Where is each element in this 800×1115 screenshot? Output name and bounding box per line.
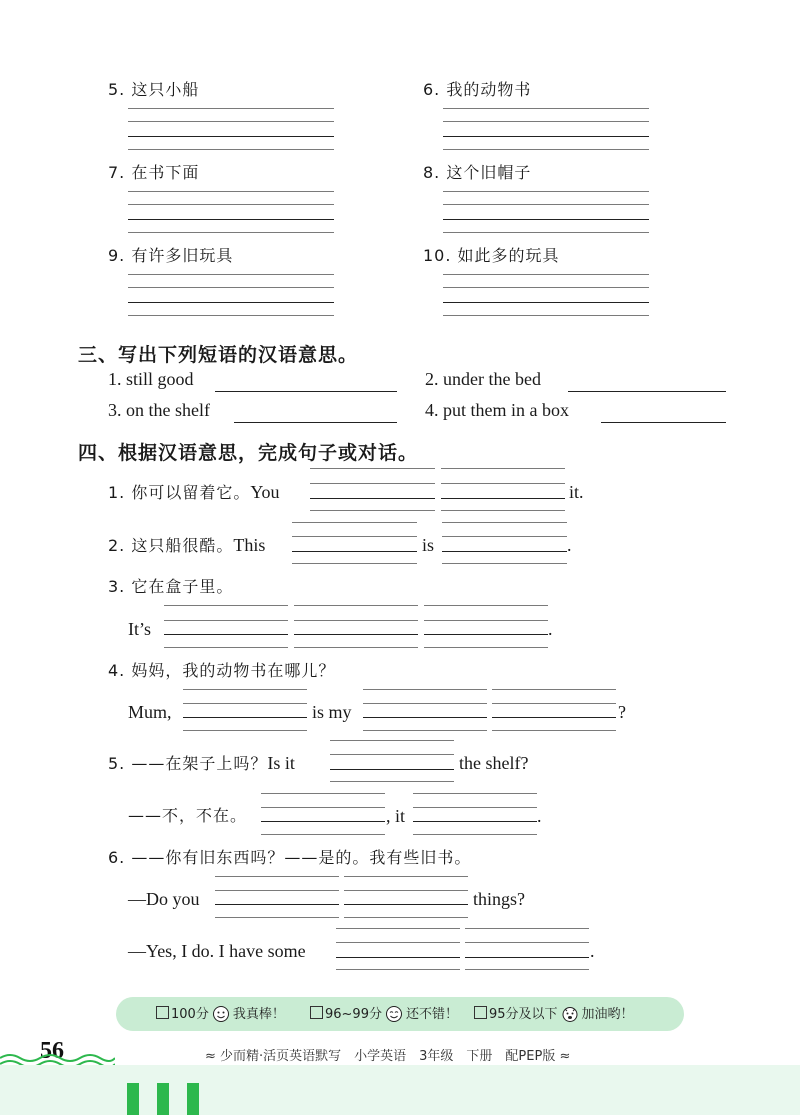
q1-blank-2[interactable] (441, 498, 565, 499)
writing-line[interactable] (443, 108, 649, 109)
cheer-face-icon (561, 1005, 579, 1029)
checkbox[interactable] (156, 1006, 169, 1019)
q5-line-2: ——不，不在。 (128, 806, 248, 825)
item-10-label: 10. 如此多的玩具 (423, 246, 560, 265)
q4-blank-3[interactable] (492, 717, 616, 718)
q2-blank-2[interactable] (442, 551, 567, 552)
green-bar (187, 1083, 199, 1115)
q1-line: 1. 你可以留着它。You (108, 482, 280, 502)
q6-blank-2[interactable] (344, 904, 468, 905)
writing-line[interactable] (128, 108, 334, 109)
writing-line[interactable] (128, 191, 334, 192)
item-6-label: 6. 我的动物书 (423, 80, 532, 99)
book-info: ≈ 少而精·活页英语默写 小学英语 3年级 下册 配PEP版 ≈ (205, 1049, 571, 1064)
q3-cn: 3. 它在盒子里。 (108, 577, 234, 596)
q6-line-1: —Do you (128, 889, 200, 909)
phrase-3: 3. on the shelf (108, 400, 210, 420)
q2-blank-1[interactable] (292, 551, 417, 552)
q4-cn: 4. 妈妈，我的动物书在哪儿？ (108, 661, 336, 680)
q3-pre: It’s (128, 619, 152, 639)
score-item-100: 100分 我真棒！ (156, 1005, 285, 1029)
phrase-2: 2. under the bed (425, 369, 541, 389)
q2-line: 2. 这只船很酷。This (108, 535, 266, 555)
item-7-label: 7. 在书下面 (108, 163, 200, 182)
phrase-4: 4. put them in a box (425, 400, 569, 420)
phrase-1: 1. still good (108, 369, 194, 389)
q3-blank-1[interactable] (164, 634, 288, 635)
answer-line-4[interactable] (601, 422, 726, 423)
page-number: 56 (40, 1038, 64, 1064)
q4-blank-2[interactable] (363, 717, 487, 718)
item-8-label: 8. 这个旧帽子 (423, 163, 532, 182)
q3-blank-2[interactable] (294, 634, 418, 635)
section-three-heading: 三、写出下列短语的汉语意思。 (78, 344, 359, 366)
answer-line-1[interactable] (215, 391, 397, 392)
writing-line[interactable] (128, 274, 334, 275)
q6-blank-4[interactable] (465, 957, 589, 958)
writing-line[interactable] (443, 274, 649, 275)
writing-line[interactable] (443, 191, 649, 192)
smile-face-icon (385, 1005, 403, 1029)
q3-blank-3[interactable] (424, 634, 548, 635)
score-item-95-below: 95分及以下 加油哟！ (474, 1005, 634, 1029)
q6-cn: 6. ——你有旧东西吗？——是的。我有些旧书。 (108, 848, 472, 867)
q4-blank-1[interactable] (183, 717, 307, 718)
score-bar (116, 997, 684, 1031)
answer-line-3[interactable] (234, 422, 397, 423)
q5-blank-2[interactable] (261, 821, 385, 822)
q1-blank-1[interactable] (310, 498, 435, 499)
star-face-icon (212, 1005, 230, 1029)
item-5-label: 5. 这只小船 (108, 80, 200, 99)
section-four-heading: 四、根据汉语意思，完成句子或对话。 (78, 442, 419, 464)
q4-pre: Mum, (128, 702, 172, 722)
q5-line-1: 5. ——在架子上吗？Is it (108, 753, 295, 773)
checkbox[interactable] (310, 1006, 323, 1019)
answer-line-2[interactable] (568, 391, 726, 392)
q6-blank-3[interactable] (336, 957, 460, 958)
footer-band (0, 1065, 800, 1115)
green-bar (127, 1083, 139, 1115)
q6-blank-1[interactable] (215, 904, 339, 905)
score-item-96-99: 96~99分 还不错！ (310, 1005, 458, 1029)
q5-blank-1[interactable] (330, 769, 454, 770)
item-9-label: 9. 有许多旧玩具 (108, 246, 234, 265)
q5-blank-3[interactable] (413, 821, 537, 822)
checkbox[interactable] (474, 1006, 487, 1019)
q6-line-2: —Yes, I do. I have some (128, 941, 306, 961)
green-bar (157, 1083, 169, 1115)
